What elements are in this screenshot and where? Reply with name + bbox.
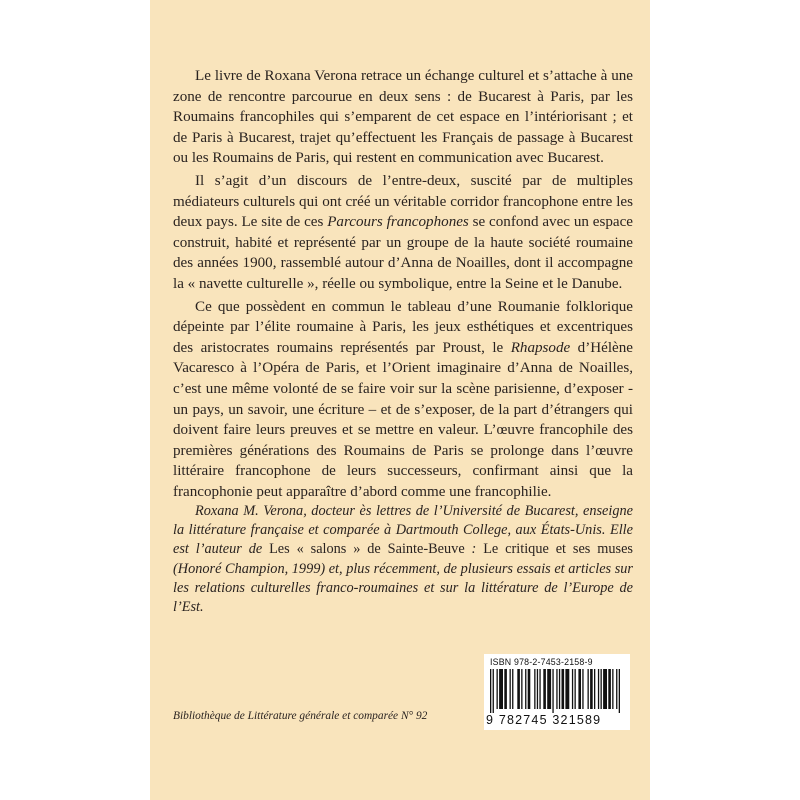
barcode-bar: [559, 669, 560, 709]
barcode-bar: [594, 669, 595, 709]
book-summary: [173, 66, 633, 502]
barcode-bar: [510, 669, 511, 709]
barcode-bar: [552, 669, 553, 713]
barcode-bar: [497, 669, 498, 709]
barcode-bar: [490, 669, 491, 713]
bio-title-critique: Le critique et ses muses: [483, 541, 633, 558]
bio-text-c: :: [464, 541, 484, 558]
summary-paragraph-2: [173, 171, 633, 295]
summary-p3-text-a: Ce que possèdent en commun le tableau d’une Roumanie folklorique dépeinte par l’élite roumaine à Paris, les jeux esthétiques et excentriques des aristocrates roumains représentés par Proust, le: [173, 298, 633, 356]
barcode-bar: [588, 669, 589, 709]
barcode-bar: [582, 669, 583, 709]
barcode-bar: [512, 669, 513, 709]
isbn-number: ISBN 978-2-7453-2158-9: [490, 657, 593, 667]
barcode-bar: [598, 669, 599, 709]
barcode-bar: [543, 669, 546, 709]
barcode-bar: [578, 669, 581, 709]
summary-paragraph-1: Le livre de Roxana Verona retrace un échange culturel et s’attache à une zone de rencontre parcourue en deux sens : de Bucarest à Paris, par les Roumains francophiles qui s’emparent de cet espace en l’intériorisant ; et de Paris à Bucarest, trajet qu’effectuent les Français de passage à Bucarest ou les Roumains de Paris, qui restent en communication avec Bucarest.: [173, 68, 633, 167]
back-cover: [150, 0, 650, 800]
book-title-reference: Parcours francophones: [327, 214, 469, 231]
bio-text-e: (Honoré Champion, 1999) et, plus récemment, de plusieurs essais et articles sur les relations culturelles franco-roumaines et sur la littérature de l’Europe de l’Est.: [173, 560, 633, 616]
barcode-bar: [572, 669, 573, 709]
barcode-bar: [504, 669, 507, 709]
isbn-barcode: [484, 654, 630, 730]
barcode-bar: [608, 669, 611, 709]
summary-p3-text-b: d’Hélène Vacaresco à l’Opéra de Paris, et l’Orient imaginaire d’Anna de Noailles, c’est une même volonté de se faire voir sur la scène parisienne, d’exposer - un pays, un savoir, une écriture – et de s’exposer, de la part d’étrangers qui doivent faire leurs preuves et se mettre en valeur. L’œuvre francophile des premières générations des Roumains de Paris se prolonge dans l’œuvre littéraire francophone de leurs successeurs, confirmant ainsi que la francophonie peut apparaître d’abord comme une francophilie.: [173, 339, 633, 500]
summary-p2-text-b: se confond avec un espace construit, habité et représenté par un groupe de la haute société roumaine des années 1900, rassemblé autour d’Anna de Noailles, dont il accompagne la « navette culturelle », réelle ou symbolique, entre la Seine et le Danube.: [173, 214, 633, 292]
barcode-bar: [556, 669, 557, 709]
barcode-bar: [547, 669, 551, 709]
barcode-bar: [539, 669, 540, 709]
barcode-bar: [499, 669, 503, 709]
barcode-bar: [534, 669, 535, 709]
bio-text-a: Roxana M. Verona, docteur ès lettres de l’Université de Bucarest, enseigne la littérature française et comparée à Dartmouth College, aux États-Unis. Elle est l’auteur de: [173, 503, 633, 558]
barcode-bar: [537, 669, 538, 709]
barcode-bars: [490, 669, 624, 713]
barcode-bar: [575, 669, 576, 709]
barcode-bar: [612, 669, 613, 709]
barcode-bar: [562, 669, 565, 709]
barcode-bar: [619, 669, 620, 713]
barcode-bar: [528, 669, 531, 709]
rhapsode-title-reference: Rhapsode: [510, 339, 571, 356]
barcode-bar: [517, 669, 520, 709]
barcode-bar: [525, 669, 526, 709]
bio-title-salons: Les « salons » de Sainte-Beuve: [269, 541, 465, 558]
barcode-bar: [565, 669, 569, 709]
barcode-bar: [603, 669, 607, 709]
barcode-bar: [601, 669, 602, 709]
barcode-bar: [590, 669, 593, 709]
summary-paragraph-3: [173, 297, 633, 503]
author-bio: [173, 502, 633, 617]
ean-digits: 9 782745 321589: [486, 713, 602, 727]
summary-p2-text-a: Il s’agit d’un discours de l’entre-deux, suscité par de multiples médiateurs culturels qui ont créé un véritable corridor francophone entre les deux pays. Le site de ces: [173, 172, 633, 231]
series-name: Bibliothèque de Littérature générale et comparée N° 92: [173, 710, 428, 722]
barcode-bar: [493, 669, 494, 713]
barcode-bar: [616, 669, 617, 709]
barcode-bar: [521, 669, 522, 709]
